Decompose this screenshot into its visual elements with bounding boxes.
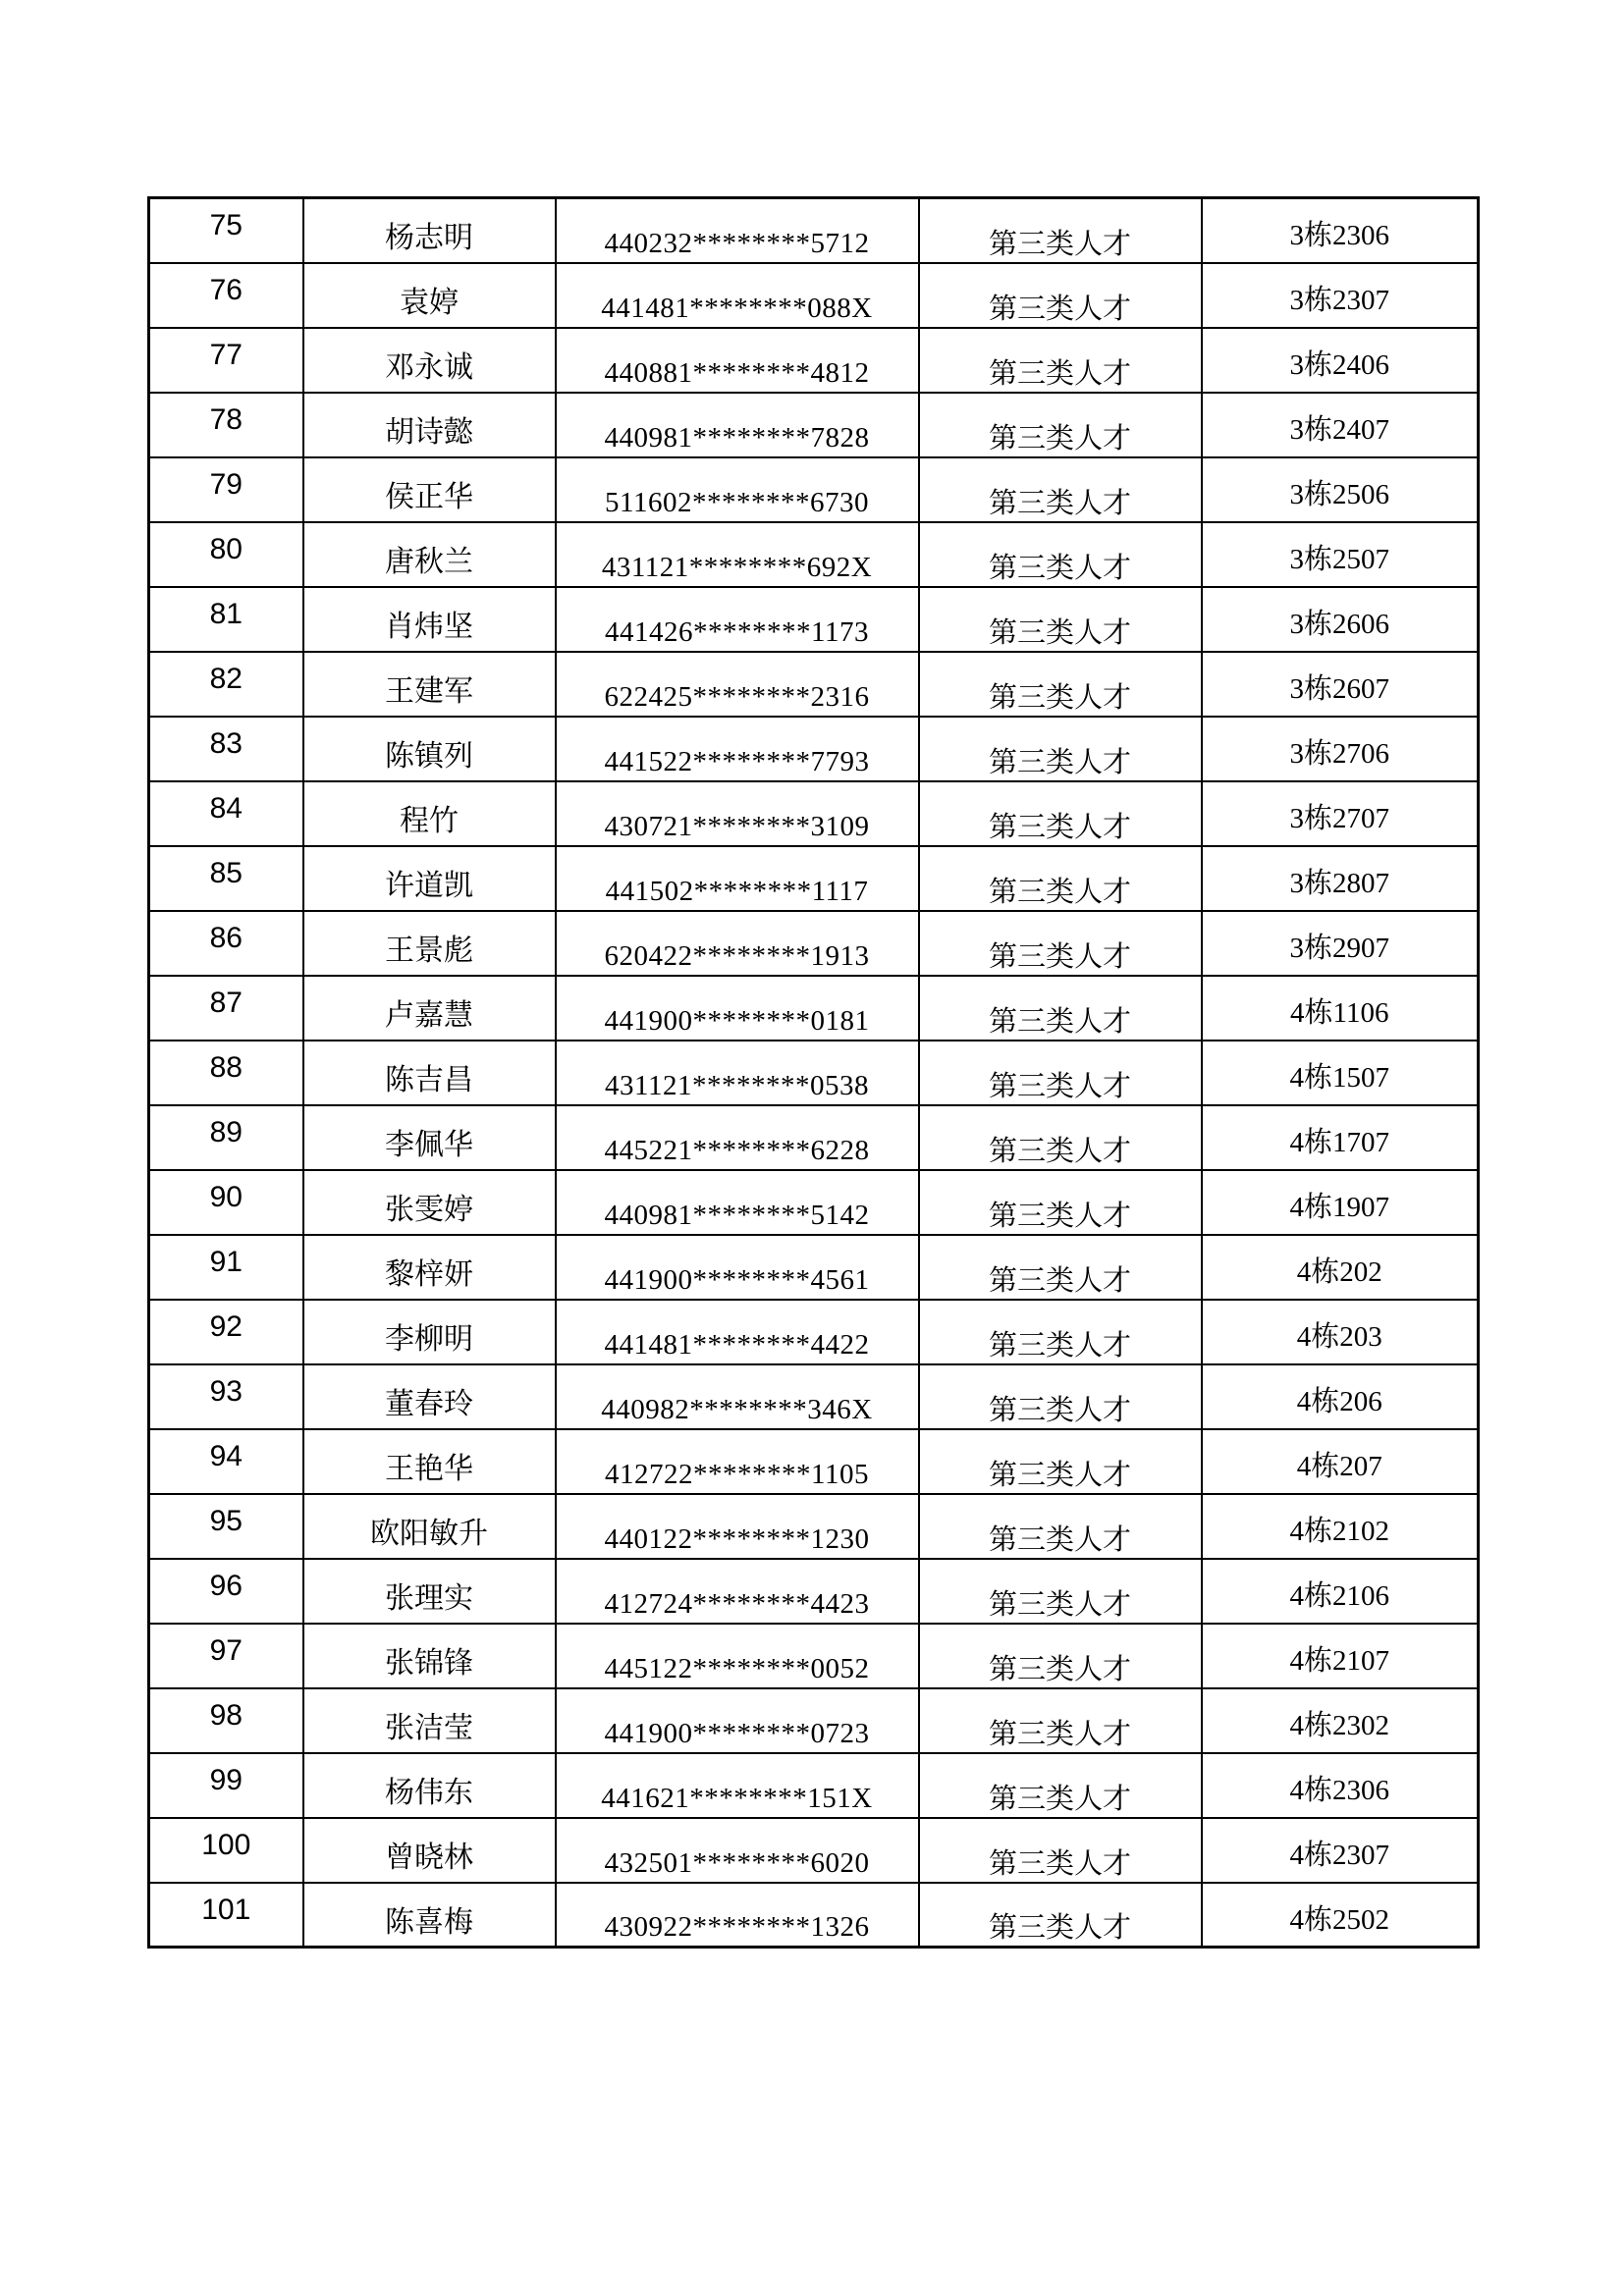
cell-id-number: 441481********088X: [556, 263, 919, 328]
cell-room: 3栋2707: [1202, 781, 1479, 846]
cell-room: 4栋1907: [1202, 1170, 1479, 1235]
cell-serial-number: 81: [149, 587, 303, 652]
cell-person-name: 程竹: [303, 781, 556, 846]
cell-id-number: 440881********4812: [556, 328, 919, 393]
cell-person-name: 张洁莹: [303, 1688, 556, 1753]
table-row: [149, 1300, 1479, 1364]
cell-id-number: 441502********1117: [556, 846, 919, 911]
cell-serial-number: 93: [149, 1364, 303, 1429]
cell-serial-number: 80: [149, 522, 303, 587]
table-row: [149, 522, 1479, 587]
cell-serial-number: 87: [149, 976, 303, 1041]
cell-talent-category: 第三类人才: [919, 1429, 1202, 1494]
cell-id-number: 441900********4561: [556, 1235, 919, 1300]
cell-id-number: 622425********2316: [556, 652, 919, 717]
cell-serial-number: 94: [149, 1429, 303, 1494]
cell-talent-category: 第三类人才: [919, 911, 1202, 976]
cell-talent-category: 第三类人才: [919, 846, 1202, 911]
cell-talent-category: 第三类人才: [919, 1753, 1202, 1818]
table-row: [149, 1364, 1479, 1429]
cell-talent-category: 第三类人才: [919, 1105, 1202, 1170]
cell-person-name: 黎梓妍: [303, 1235, 556, 1300]
cell-serial-number: 91: [149, 1235, 303, 1300]
table-row: [149, 328, 1479, 393]
cell-serial-number: 83: [149, 717, 303, 781]
cell-room: 3栋2907: [1202, 911, 1479, 976]
cell-id-number: 620422********1913: [556, 911, 919, 976]
cell-room: 4栋1507: [1202, 1041, 1479, 1105]
cell-id-number: 412722********1105: [556, 1429, 919, 1494]
table-row: [149, 717, 1479, 781]
cell-serial-number: 78: [149, 393, 303, 457]
cell-room: 3栋2807: [1202, 846, 1479, 911]
cell-room: 4栋207: [1202, 1429, 1479, 1494]
cell-room: 4栋2102: [1202, 1494, 1479, 1559]
cell-room: 4栋2106: [1202, 1559, 1479, 1624]
cell-room: 4栋2306: [1202, 1753, 1479, 1818]
table-row: [149, 652, 1479, 717]
cell-talent-category: 第三类人才: [919, 587, 1202, 652]
cell-talent-category: 第三类人才: [919, 1041, 1202, 1105]
cell-person-name: 陈吉昌: [303, 1041, 556, 1105]
table-row: [149, 781, 1479, 846]
table-row: [149, 976, 1479, 1041]
table-row: [149, 1494, 1479, 1559]
cell-person-name: 王艳华: [303, 1429, 556, 1494]
table-row: [149, 263, 1479, 328]
table-row: [149, 1753, 1479, 1818]
cell-talent-category: 第三类人才: [919, 1300, 1202, 1364]
cell-id-number: 441522********7793: [556, 717, 919, 781]
cell-person-name: 卢嘉慧: [303, 976, 556, 1041]
cell-id-number: 440981********7828: [556, 393, 919, 457]
cell-id-number: 441426********1173: [556, 587, 919, 652]
cell-serial-number: 89: [149, 1105, 303, 1170]
cell-serial-number: 88: [149, 1041, 303, 1105]
cell-serial-number: 82: [149, 652, 303, 717]
table-row: [149, 1818, 1479, 1883]
cell-room: 4栋2107: [1202, 1624, 1479, 1688]
cell-id-number: 445221********6228: [556, 1105, 919, 1170]
cell-room: 3栋2307: [1202, 263, 1479, 328]
cell-talent-category: 第三类人才: [919, 1883, 1202, 1948]
table-row: [149, 1559, 1479, 1624]
cell-talent-category: 第三类人才: [919, 1818, 1202, 1883]
cell-room: 4栋202: [1202, 1235, 1479, 1300]
cell-talent-category: 第三类人才: [919, 976, 1202, 1041]
cell-serial-number: 90: [149, 1170, 303, 1235]
cell-serial-number: 95: [149, 1494, 303, 1559]
cell-id-number: 441900********0723: [556, 1688, 919, 1753]
cell-id-number: 431121********692X: [556, 522, 919, 587]
cell-id-number: 441481********4422: [556, 1300, 919, 1364]
cell-serial-number: 101: [149, 1883, 303, 1948]
cell-talent-category: 第三类人才: [919, 1170, 1202, 1235]
cell-person-name: 许道凯: [303, 846, 556, 911]
cell-person-name: 袁婷: [303, 263, 556, 328]
cell-room: 4栋2302: [1202, 1688, 1479, 1753]
table-row: [149, 1429, 1479, 1494]
cell-serial-number: 75: [149, 198, 303, 263]
table-row: [149, 457, 1479, 522]
cell-room: 4栋203: [1202, 1300, 1479, 1364]
cell-id-number: 430721********3109: [556, 781, 919, 846]
cell-person-name: 陈镇列: [303, 717, 556, 781]
cell-person-name: 肖炜坚: [303, 587, 556, 652]
cell-talent-category: 第三类人才: [919, 393, 1202, 457]
cell-room: 3栋2606: [1202, 587, 1479, 652]
cell-id-number: 445122********0052: [556, 1624, 919, 1688]
cell-room: 3栋2407: [1202, 393, 1479, 457]
table-row: [149, 1170, 1479, 1235]
table-row: [149, 1105, 1479, 1170]
table-row: [149, 846, 1479, 911]
cell-person-name: 李佩华: [303, 1105, 556, 1170]
table-row: [149, 198, 1479, 263]
cell-room: 4栋1707: [1202, 1105, 1479, 1170]
table-row: [149, 1041, 1479, 1105]
allocation-table: [147, 196, 1480, 1949]
cell-serial-number: 96: [149, 1559, 303, 1624]
cell-person-name: 董春玲: [303, 1364, 556, 1429]
cell-serial-number: 86: [149, 911, 303, 976]
cell-serial-number: 84: [149, 781, 303, 846]
cell-person-name: 邓永诚: [303, 328, 556, 393]
cell-person-name: 张锦锋: [303, 1624, 556, 1688]
table-row: [149, 911, 1479, 976]
cell-talent-category: 第三类人才: [919, 1235, 1202, 1300]
cell-person-name: 欧阳敏升: [303, 1494, 556, 1559]
cell-talent-category: 第三类人才: [919, 1494, 1202, 1559]
cell-id-number: 511602********6730: [556, 457, 919, 522]
cell-talent-category: 第三类人才: [919, 263, 1202, 328]
cell-id-number: 441900********0181: [556, 976, 919, 1041]
cell-room: 3栋2306: [1202, 198, 1479, 263]
table-body: [149, 198, 1479, 1948]
cell-talent-category: 第三类人才: [919, 781, 1202, 846]
cell-room: 3栋2506: [1202, 457, 1479, 522]
cell-serial-number: 100: [149, 1818, 303, 1883]
cell-id-number: 440122********1230: [556, 1494, 919, 1559]
cell-id-number: 432501********6020: [556, 1818, 919, 1883]
table-row: [149, 1624, 1479, 1688]
table-row: [149, 393, 1479, 457]
cell-person-name: 王建军: [303, 652, 556, 717]
cell-person-name: 杨志明: [303, 198, 556, 263]
cell-room: 4栋206: [1202, 1364, 1479, 1429]
cell-id-number: 431121********0538: [556, 1041, 919, 1105]
cell-serial-number: 77: [149, 328, 303, 393]
cell-serial-number: 85: [149, 846, 303, 911]
cell-person-name: 张理实: [303, 1559, 556, 1624]
table-row: [149, 1235, 1479, 1300]
cell-person-name: 王景彪: [303, 911, 556, 976]
cell-talent-category: 第三类人才: [919, 1688, 1202, 1753]
cell-person-name: 曾晓林: [303, 1818, 556, 1883]
cell-serial-number: 76: [149, 263, 303, 328]
cell-person-name: 唐秋兰: [303, 522, 556, 587]
cell-room: 3栋2507: [1202, 522, 1479, 587]
cell-room: 3栋2706: [1202, 717, 1479, 781]
cell-talent-category: 第三类人才: [919, 717, 1202, 781]
cell-room: 3栋2406: [1202, 328, 1479, 393]
cell-person-name: 杨伟东: [303, 1753, 556, 1818]
cell-person-name: 李柳明: [303, 1300, 556, 1364]
cell-id-number: 441621********151X: [556, 1753, 919, 1818]
cell-talent-category: 第三类人才: [919, 198, 1202, 263]
cell-talent-category: 第三类人才: [919, 522, 1202, 587]
cell-serial-number: 98: [149, 1688, 303, 1753]
cell-id-number: 412724********4423: [556, 1559, 919, 1624]
cell-talent-category: 第三类人才: [919, 328, 1202, 393]
cell-id-number: 440232********5712: [556, 198, 919, 263]
cell-person-name: 侯正华: [303, 457, 556, 522]
cell-room: 4栋1106: [1202, 976, 1479, 1041]
cell-person-name: 陈喜梅: [303, 1883, 556, 1948]
cell-talent-category: 第三类人才: [919, 1559, 1202, 1624]
table-row: [149, 1688, 1479, 1753]
cell-id-number: 440982********346X: [556, 1364, 919, 1429]
cell-serial-number: 97: [149, 1624, 303, 1688]
cell-room: 3栋2607: [1202, 652, 1479, 717]
cell-serial-number: 92: [149, 1300, 303, 1364]
cell-serial-number: 99: [149, 1753, 303, 1818]
cell-room: 4栋2307: [1202, 1818, 1479, 1883]
cell-talent-category: 第三类人才: [919, 1364, 1202, 1429]
cell-person-name: 张雯婷: [303, 1170, 556, 1235]
cell-talent-category: 第三类人才: [919, 1624, 1202, 1688]
cell-serial-number: 79: [149, 457, 303, 522]
cell-room: 4栋2502: [1202, 1883, 1479, 1948]
table-row: [149, 587, 1479, 652]
cell-id-number: 430922********1326: [556, 1883, 919, 1948]
cell-id-number: 440981********5142: [556, 1170, 919, 1235]
cell-person-name: 胡诗懿: [303, 393, 556, 457]
cell-talent-category: 第三类人才: [919, 457, 1202, 522]
cell-talent-category: 第三类人才: [919, 652, 1202, 717]
table-row: [149, 1883, 1479, 1948]
